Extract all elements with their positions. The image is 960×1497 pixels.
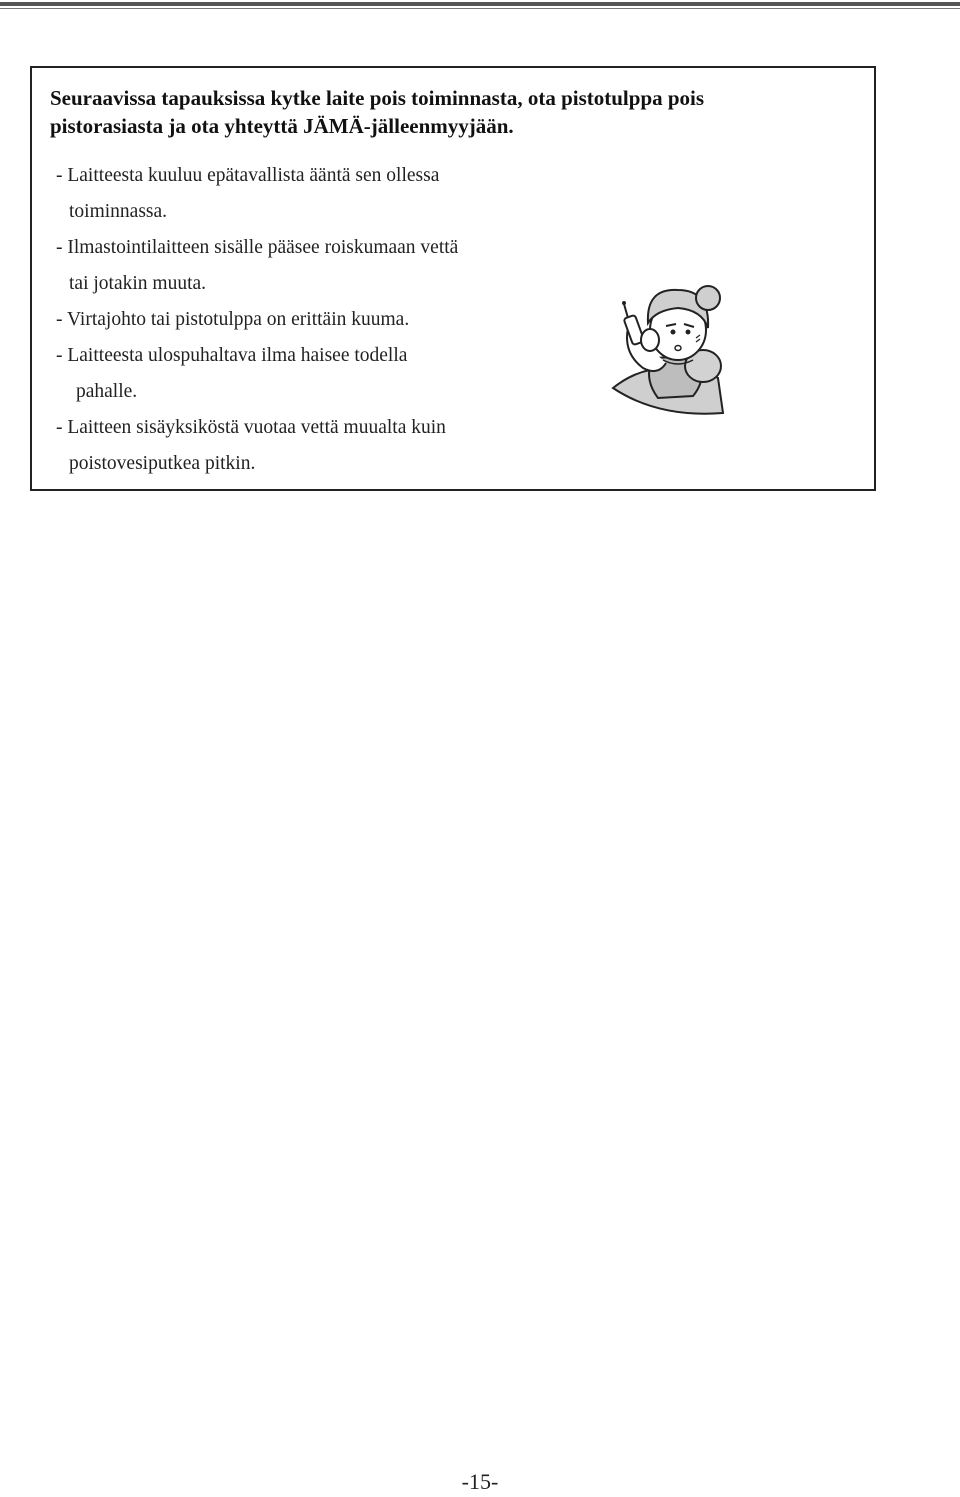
list-item-continuation: toiminnassa.: [69, 201, 168, 222]
notice-heading-line-1: Seuraavissa tapauksissa kytke laite pois toiminnasta, ota pistotulppa pois: [50, 86, 705, 110]
list-item-continuation: pahalle.: [76, 381, 138, 402]
list-item-text: - Virtajohto tai pistotulppa on erittäin kuuma.: [56, 309, 410, 330]
top-rule-thin: [0, 8, 960, 9]
list-item-text: - Ilmastointilaitteen sisälle pääsee roiskumaan vettä: [56, 237, 459, 258]
list-item: [56, 410, 616, 482]
notice-box: [30, 66, 876, 491]
list-item-continuation: tai jotakin muuta.: [69, 273, 207, 294]
list-item-text: - Laitteen sisäyksiköstä vuotaa vettä muualta kuin: [56, 417, 446, 438]
list-item-text: - Laitteesta kuuluu epätavallista ääntä sen ollessa: [56, 165, 440, 186]
page-number: -15-: [461, 1469, 499, 1494]
notice-list: [56, 158, 616, 482]
list-item: [56, 302, 616, 338]
list-item: [56, 338, 616, 410]
list-item-text: - Laitteesta ulospuhaltava ilma haisee todella: [56, 345, 408, 366]
list-item: [56, 158, 616, 230]
top-rule: [0, 2, 960, 6]
notice-heading-line-2: pistorasiasta ja ota yhteyttä JÄMÄ-jälleenmyyjään.: [50, 114, 514, 138]
woman-on-phone-icon: [598, 268, 738, 418]
list-item-continuation: poistovesiputkea pitkin.: [69, 453, 256, 474]
list-item: [56, 230, 616, 302]
notice-heading: [50, 84, 704, 140]
